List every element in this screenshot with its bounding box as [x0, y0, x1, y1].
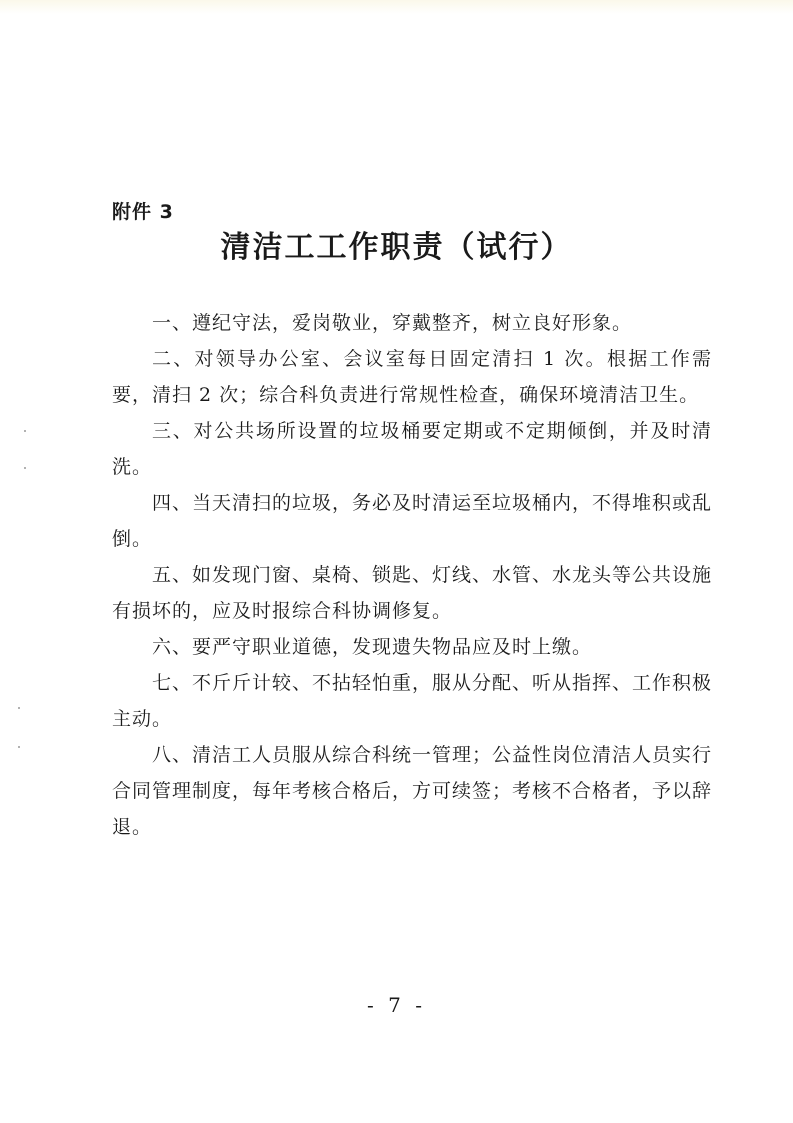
duty-item-4: 四、当天清扫的垃圾，务必及时清运至垃圾桶内，不得堆积或乱倒。 [112, 492, 713, 550]
duty-item-5: 五、如发现门窗、桌椅、锁匙、灯线、水管、水龙头等公共设施有损坏的，应及时报综合科协调修复。 [112, 564, 713, 622]
duty-item-1: 一、遵纪守法，爱岗敬业，穿戴整齐，树立良好形象。 [152, 312, 633, 334]
duty-item-7: 七、不斤斤计较、不拈轻怕重，服从分配、听从指挥、工作积极主动。 [112, 672, 713, 730]
page-number: - 7 - [367, 993, 426, 1017]
document-title: 清洁工工作职责（试行） [220, 230, 573, 265]
attachment-label: 附件 3 [112, 201, 174, 223]
scan-edge-tint [0, 0, 793, 14]
scan-speck [24, 467, 26, 469]
scan-speck [24, 430, 26, 432]
duty-item-3: 三、对公共场所设置的垃圾桶要定期或不定期倾倒，并及时清洗。 [112, 420, 712, 478]
duty-item-8: 八、清洁工人员服从综合科统一管理；公益性岗位清洁人员实行合同管理制度，每年考核合格后，方可续签；考核不合格者，予以辞退。 [112, 744, 713, 838]
scan-speck [18, 707, 20, 709]
scan-speck [18, 746, 20, 748]
duty-item-2: 二、对领导办公室、会议室每日固定清扫 1 次。根据工作需要，清扫 2 次；综合科负责进行常规性检查，确保环境清洁卫生。 [112, 348, 712, 406]
document-body [112, 305, 712, 845]
duty-item-6: 六、要严守职业道德，发现遗失物品应及时上缴。 [152, 636, 593, 658]
